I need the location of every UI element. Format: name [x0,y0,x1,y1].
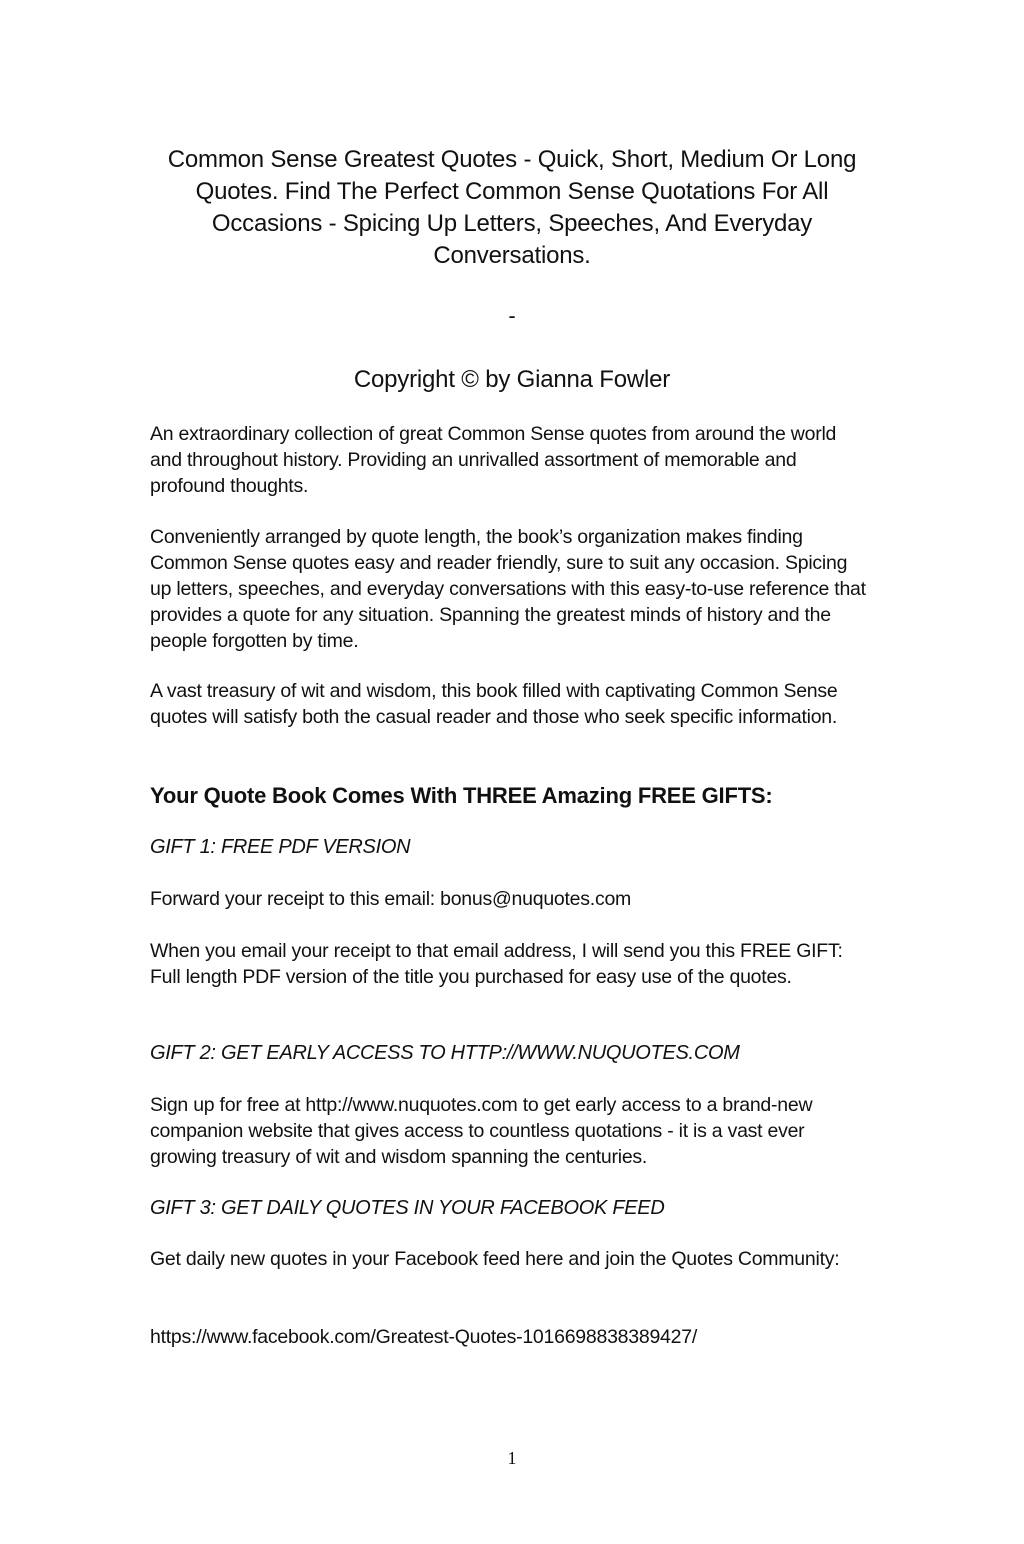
page-number: 1 [507,1448,517,1468]
gift-1-email-line: Forward your receipt to this email: bonus@nuquotes.com [150,888,632,910]
gift-1-description: When you email your receipt to that email address, I will send you this FREE GIFT: Full length PDF version of the title you purchased for easy use of the quotes. [150,940,843,988]
separator: - [508,303,516,328]
gift-2-description: Sign up for free at http://www.nuquotes.com to get early access to a brand-new companion website that gives access to countless quotations - it is a vast ever growing treasury of wit and wisdom spanning the centuries. [150,1094,813,1168]
intro-paragraph-3: A vast treasury of wit and wisdom, this book filled with captivating Common Sense quotes will satisfy both the casual reader and those who seek specific information. [150,680,838,728]
intro-paragraph-2: Conveniently arranged by quote length, the book’s organization makes finding Common Sense quotes easy and reader friendly, sure to suit any occasion. Spicing up letters, speeches, and everyday conversations with this easy-to-use reference that provides a quote for any situation. Spanning the greatest minds of history and the people forgotten by time. [150,526,866,652]
facebook-link[interactable]: https://www.facebook.com/Greatest-Quotes-1016698838389427/ [150,1326,698,1348]
gift-2-title: GIFT 2: GET EARLY ACCESS TO HTTP://WWW.NUQUOTES.COM [150,1042,740,1064]
intro-paragraph-1: An extraordinary collection of great Common Sense quotes from around the world and throughout history. Providing an unrivalled assortment of memorable and profound thoughts. [150,423,837,497]
copyright-line: Copyright © by Gianna Fowler [353,366,671,393]
gift-3-description: Get daily new quotes in your Facebook feed here and join the Quotes Community: [150,1248,840,1270]
gift-1-title: GIFT 1: FREE PDF VERSION [150,836,411,858]
gifts-heading: Your Quote Book Comes With THREE Amazing FREE GIFTS: [150,783,773,808]
page-title: Common Sense Greatest Quotes - Quick, Short, Medium Or Long Quotes. Find The Perfect Common Sense Quotations For All Occasions - Spicing Up Letters, Speeches, And Everyday Conversations. [167,146,857,269]
gift-3-title: GIFT 3: GET DAILY QUOTES IN YOUR FACEBOOK FEED [150,1197,665,1219]
